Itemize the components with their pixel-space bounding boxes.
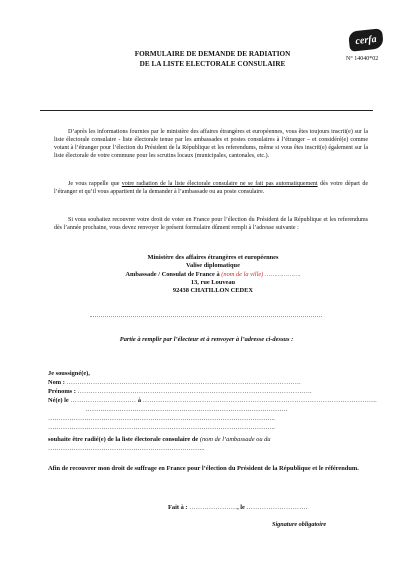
le-label: , le [237, 504, 247, 511]
le-dots[interactable]: ………………………. [246, 504, 308, 511]
extra-line-dots-1[interactable]: …………………………………………………………………………………………….. [48, 415, 275, 422]
address-line-4: 13, rue Louveau [190, 278, 236, 286]
title-line-2: DE LA LISTE ELECTORALE CONSULAIRE [139, 59, 286, 68]
address-line-2: Valise diplomatique [186, 262, 240, 270]
final-statement: Afin de recouvrer mon droit de suffrage en France pour l’élection du Président de la République et le référendum. [48, 465, 359, 472]
form-title [100, 50, 325, 69]
nom-field[interactable] [48, 378, 301, 387]
birth-place-dots[interactable]: …………………………………………………………………………………………….. [142, 397, 377, 404]
place-date-line [168, 504, 308, 511]
request-label: souhaite être radié(e) de la liste électorale consulaire de [48, 436, 200, 443]
city-dots[interactable]: ………………. [263, 270, 301, 278]
nom-dots[interactable]: …………………………………………………………………………………………….. [66, 379, 301, 386]
birth-date-label: Né(e) le [48, 397, 71, 404]
p2-after: dès votre départ de l’étranger et qu’il vous appartient de la demander à l’ambassade ou au poste consulaire. [54, 181, 368, 195]
fait-dots[interactable]: …………………. [189, 504, 238, 511]
address-line-3 [96, 271, 330, 279]
intro-paragraph-2 [54, 180, 368, 196]
prenoms-field[interactable] [48, 387, 312, 396]
undersigned-label: Je soussigné(e), [48, 370, 90, 377]
prenoms-dots[interactable]: …………………………………………………………………………………………….. [77, 388, 312, 395]
prenoms-label: Prénoms : [48, 388, 78, 395]
form-number: N° 14040*02 [346, 56, 379, 62]
form-part-heading: Partie à remplir par l’électeur et à renvoyer à l’adresse ci-dessus : [119, 336, 294, 343]
request-placeholder: (nom de l’ambassade ou du [199, 436, 271, 443]
city-placeholder: (nom de la ville) [221, 270, 264, 278]
extra-line-dots-2[interactable]: …………………………………………………………………………………………….. [48, 424, 275, 431]
birth-date-dots[interactable]: ………………………… [70, 397, 137, 404]
address-prefix: Ambassade / Consulat de France à [125, 270, 222, 278]
signature-label: Signature obligatoire [272, 521, 327, 528]
dotted-divider [90, 316, 322, 317]
fait-label: Fait à : [168, 504, 190, 511]
cerfa-logo-text: cerfa [354, 33, 378, 47]
title-line-1: FORMULAIRE DE DEMANDE DE RADIATION [134, 50, 291, 58]
intro-paragraph-1: D’après les informations fournies par le ministère des affaires étrangères et européennes, vous êtes toujours inscrit(e) sur la liste électorale consulaire - liste électorale tenue par les ambassades et postes consulaires à l’étranger – et considéré(e) comme votant à l’étranger pour l’élection du Président de la République et les referendums, même si vous êtes inscrit(e) également sur la liste électorale de votre commune pour les scrutins locaux (municipales, cantonales, etc.). [54, 129, 368, 159]
request-continuation-dots[interactable]: ……………………………………………………………….. [48, 445, 205, 452]
radiation-request [48, 435, 271, 444]
birth-place-label: à [137, 397, 142, 404]
p2-underlined: votre radiation de la liste électorale consulaire ne se fait pas automatiquement [121, 181, 318, 187]
birth-field[interactable] [48, 396, 377, 405]
mailing-address [96, 254, 330, 295]
p2-before: Je vous rappelle que [68, 181, 122, 187]
top-divider [40, 110, 373, 111]
nom-label: Nom : [48, 379, 67, 386]
intro-paragraph-3: Si vous souhaitez recouvrer votre droit de voter en France pour l’élection du Président de la République et les referendums dès l’année prochaine, vous devez renvoyer le présent formulaire dûment rempli à l’adresse suivante : [54, 217, 368, 231]
birth-continuation-dots[interactable]: .…………………………………………………………………………………. [86, 406, 288, 413]
address-line-1: Ministère des affaires étrangères et européennes [147, 254, 279, 261]
address-line-5: 92438 CHATILLON CEDEX [172, 287, 254, 295]
cerfa-logo [348, 28, 384, 51]
